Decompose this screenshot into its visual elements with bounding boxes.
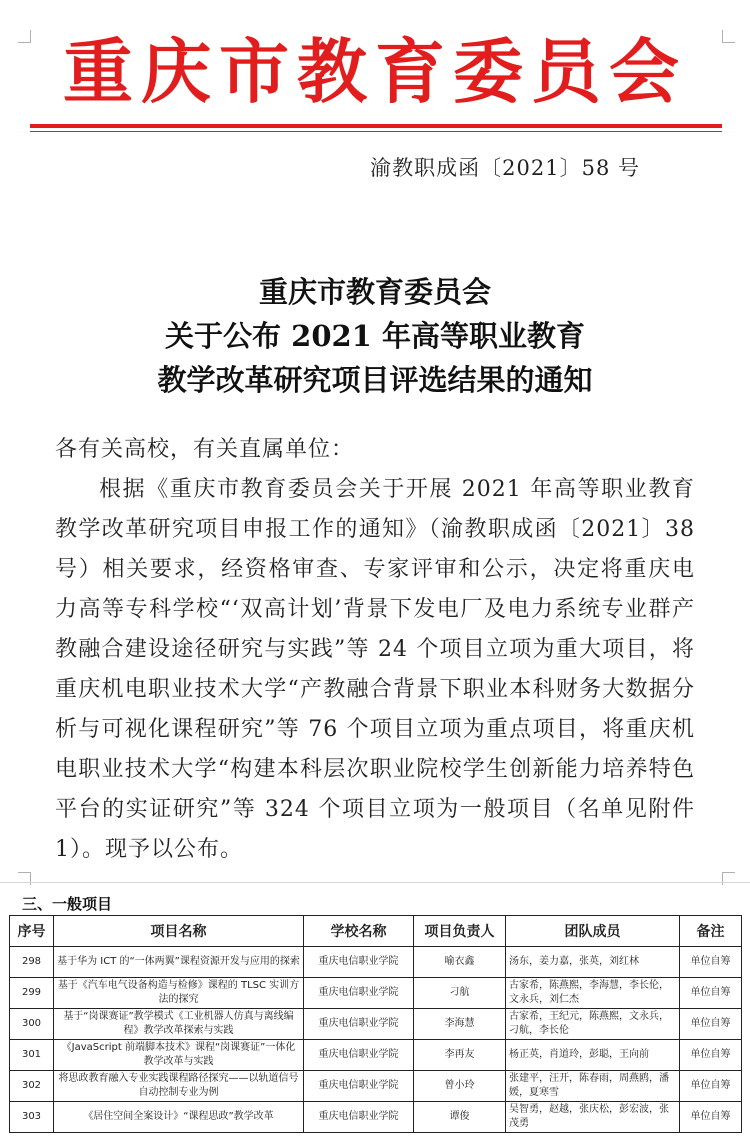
cell-school: 重庆电信职业学院 [304,1102,414,1133]
column-header-name: 项目名称 [54,916,304,947]
title-line-1: 重庆市教育委员会 [258,275,491,309]
table-row [10,1040,742,1071]
cell-lead: 谭俊 [414,1102,506,1133]
cell-team: 古家希，陈燕熙，李海慧，李长伦，文永兵，刘仁杰 [506,978,680,1009]
table-row [10,1102,742,1133]
cell-project-name: 《JavaScript 前端脚本技术》课程“岗课赛证”一体化教学改革与实践 [54,1040,304,1071]
cell-team: 杨正英，肖道玲，彭聪，王向前 [506,1040,680,1071]
page-separator [0,882,750,883]
cell-lead: 喻衣鑫 [414,947,506,978]
cell-team: 古家希，王纪元，陈燕熙，文永兵，刁航，李长伦 [506,1009,680,1040]
cell-school: 重庆电信职业学院 [304,1009,414,1040]
cell-no: 303 [10,1102,54,1133]
notice-title [0,270,750,402]
cell-no: 299 [10,978,54,1009]
cell-school: 重庆电信职业学院 [304,947,414,978]
salutation: 各有关高校，有关直属单位： [55,437,355,462]
title-line-2: 关于公布 2021 年高等职业教育 [165,319,585,353]
cell-no: 302 [10,1071,54,1102]
table-row [10,1071,742,1102]
cell-lead: 李海慧 [414,1009,506,1040]
cell-no: 300 [10,1009,54,1040]
cell-team: 张建平，汪开，陈春雨，周燕鸥，潘媛，夏寒雪 [506,1071,680,1102]
crop-mark-bottom-right [722,872,735,885]
crop-mark-bottom-left [18,872,31,885]
document-number: 渝教职成函〔2021〕58 号 [370,156,640,180]
cell-note: 单位自筹 [680,1071,742,1102]
cell-project-name: 基于《汽车电气设备构造与检修》课程的 TLSC 实训方法的探究 [54,978,304,1009]
cell-project-name: 《居住空间全案设计》“课程思政”教学改革 [54,1102,304,1133]
main-paragraph: 根据《重庆市教育委员会关于开展 2021 年高等职业教育教学改革研究项目申报工作的通知》（渝教职成函〔2021〕38 号）相关要求，经资格审查、专家评审和公示，决定将重庆电力高等专科学校“‘双高计划’背景下发电厂及电力系统专业群产教融合建设途径研究与实践”等 24 个项目立项为重大项目，将重庆机电职业技术大学“产教融合背景下职业本科财务大数据分析与可视化课程研究”等 76 个项目立项为重点项目，将重庆机电职业技术大学“构建本科层次职业院校学生创新能力培养特色平台的实证研究”等 324 个项目立项为一般项目（名单见附件 1）。现予以公布。 [55,477,695,862]
table-row [10,978,742,1009]
column-header-team: 团队成员 [506,916,680,947]
title-line-3: 教学改革研究项目评选结果的通知 [157,363,593,397]
cell-note: 单位自筹 [680,1102,742,1133]
cell-no: 301 [10,1040,54,1071]
cell-project-name: 基于华为 ICT 的“一体两翼”课程资源开发与应用的探索 [54,947,304,978]
notice-body [55,430,695,870]
column-header-school: 学校名称 [304,916,414,947]
cell-school: 重庆电信职业学院 [304,1071,414,1102]
masthead-red-rule-thin [30,131,722,132]
cell-lead: 曾小玲 [414,1071,506,1102]
table-row [10,1009,742,1040]
table-header-row [10,916,742,947]
cell-no: 298 [10,947,54,978]
cell-note: 单位自筹 [680,1009,742,1040]
cell-lead: 李再友 [414,1040,506,1071]
cell-note: 单位自筹 [680,978,742,1009]
cell-school: 重庆电信职业学院 [304,1040,414,1071]
cell-project-name: 将思政教育融入专业实践课程路径探究——以轨道信号自动控制专业为例 [54,1071,304,1102]
annex-section-title: 三、一般项目 [22,895,113,913]
masthead-red-rule [30,124,722,128]
cell-project-name: 基于“岗课赛证”教学模式《工业机器人仿真与离线编程》教学改革探索与实践 [54,1009,304,1040]
column-header-note: 备注 [680,916,742,947]
cell-team: 吴智勇，赵越，张庆松，彭宏波，张茂勇 [506,1102,680,1133]
column-header-no: 序号 [10,916,54,947]
cell-note: 单位自筹 [680,947,742,978]
project-table [9,915,742,1133]
cell-lead: 刁航 [414,978,506,1009]
column-header-lead: 项目负责人 [414,916,506,947]
cell-note: 单位自筹 [680,1040,742,1071]
cell-team: 汤东，姜力嘉，张英，刘红林 [506,947,680,978]
table-row [10,947,742,978]
cell-school: 重庆电信职业学院 [304,978,414,1009]
masthead-org-name: 重庆市教育委员会 [63,30,687,113]
